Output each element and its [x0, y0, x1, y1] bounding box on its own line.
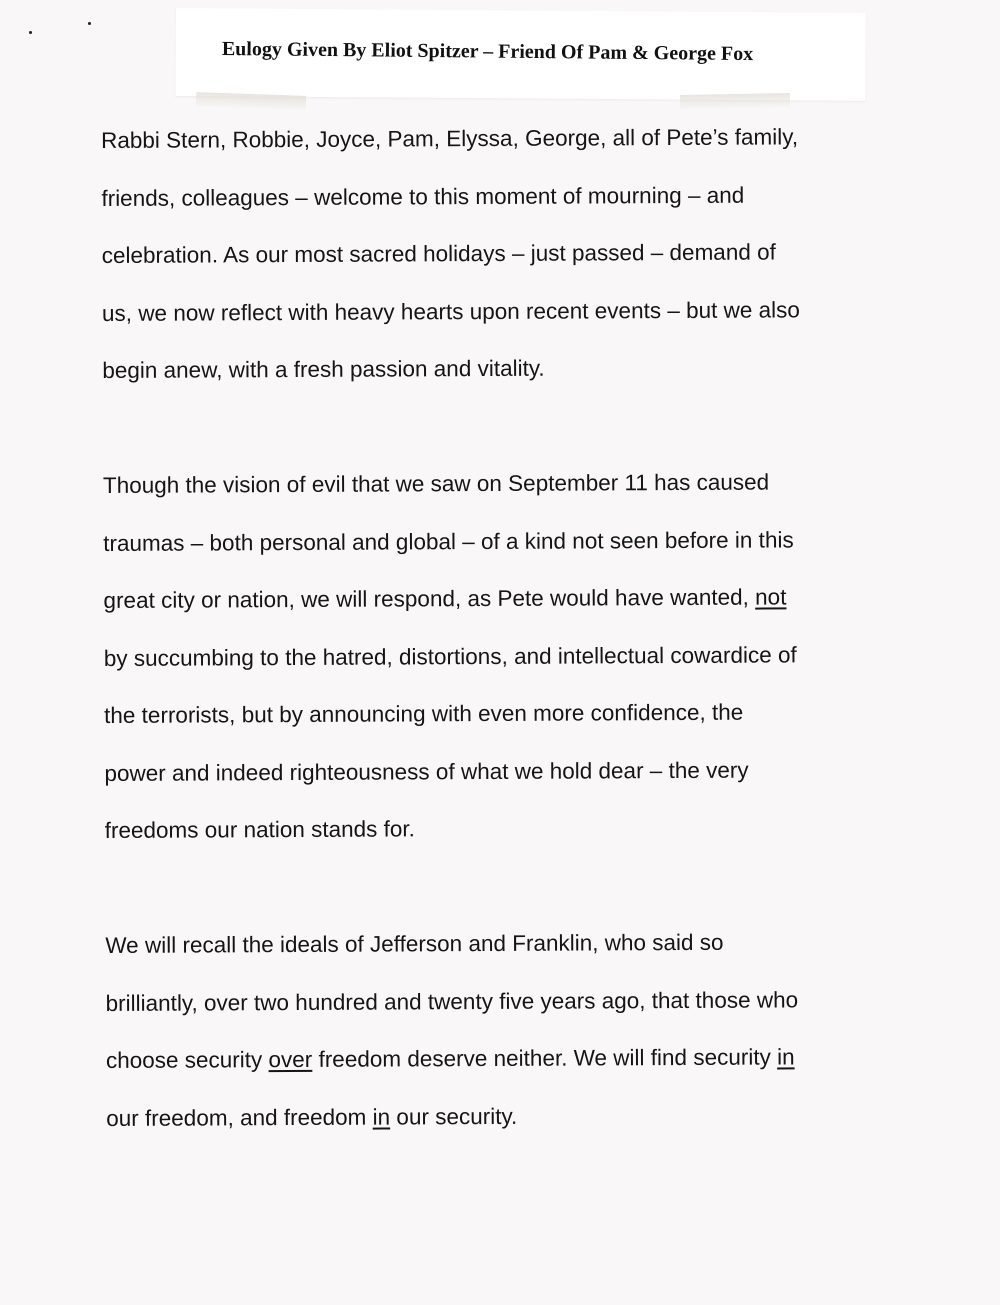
text-line — [101, 117, 921, 179]
line-text: begin anew, with a fresh passion and vitality. — [102, 355, 545, 383]
text-line — [106, 1094, 926, 1156]
paragraph — [101, 117, 922, 409]
scan-speck — [29, 31, 32, 34]
line-text: by succumbing to the hatred, distortions, and intellectual cowardice of — [103, 641, 797, 671]
document-title: Eulogy Given By Eliot Spitzer – Friend Of Pam & George Fox — [221, 38, 754, 66]
line-text: We will recall the ideals of Jefferson and Franklin, who said so — [105, 929, 724, 958]
line-text: traumas – both personal and global – of a kind not seen before in this — [103, 526, 794, 556]
text-line — [104, 749, 924, 811]
text-line — [102, 289, 922, 351]
tape-mark — [196, 92, 306, 110]
text-line — [104, 692, 924, 754]
line-text: celebration. As our most sacred holidays – just passed – demand of — [101, 239, 776, 268]
text-line — [106, 979, 926, 1041]
paragraph — [105, 922, 926, 1156]
line-text: freedoms our nation stands for. — [104, 816, 415, 843]
line-text: power and indeed righteousness of what we hold dear – the very — [104, 757, 749, 786]
eulogy-body — [101, 117, 926, 1156]
scan-speck — [88, 22, 91, 25]
paragraph-gap — [105, 864, 925, 926]
paragraph — [103, 462, 925, 869]
text-line — [106, 1037, 926, 1099]
line-text: Though the vision of evil that we saw on September 11 has caused — [102, 469, 770, 498]
text-line — [102, 347, 922, 409]
text-line — [105, 922, 925, 984]
text-line — [104, 634, 924, 696]
text-line — [103, 577, 923, 639]
line-text: us, we now reflect with heavy hearts upon recent events – but we also — [101, 296, 800, 326]
text-line — [103, 462, 923, 524]
line-text: friends, colleagues – welcome to this moment of mourning – and — [101, 182, 745, 211]
line-text: the terrorists, but by announcing with even more confidence, the — [104, 699, 744, 728]
underlined-word: in — [372, 1103, 391, 1130]
underlined-word: not — [755, 584, 787, 610]
line-text: choose security — [105, 1047, 269, 1073]
tape-mark — [680, 93, 790, 109]
underlined-word: in — [777, 1044, 795, 1070]
text-line — [105, 807, 925, 869]
text-line — [102, 232, 922, 294]
line-text: Rabbi Stern, Robbie, Joyce, Pam, Elyssa, George, all of Pete’s family, — [101, 124, 799, 153]
line-text: our security. — [390, 1103, 518, 1129]
text-line — [101, 174, 921, 236]
line-text: brilliantly, over two hundred and twenty five years ago, that those who — [105, 986, 799, 1016]
text-line — [103, 519, 923, 581]
paragraph-gap — [103, 404, 923, 466]
line-text: our freedom, and freedom — [106, 1104, 373, 1131]
underlined-word: over — [268, 1046, 313, 1073]
line-text: freedom deserve neither. We will find security — [312, 1044, 778, 1072]
line-text: great city or nation, we will respond, as Pete would have wanted, — [103, 584, 756, 613]
